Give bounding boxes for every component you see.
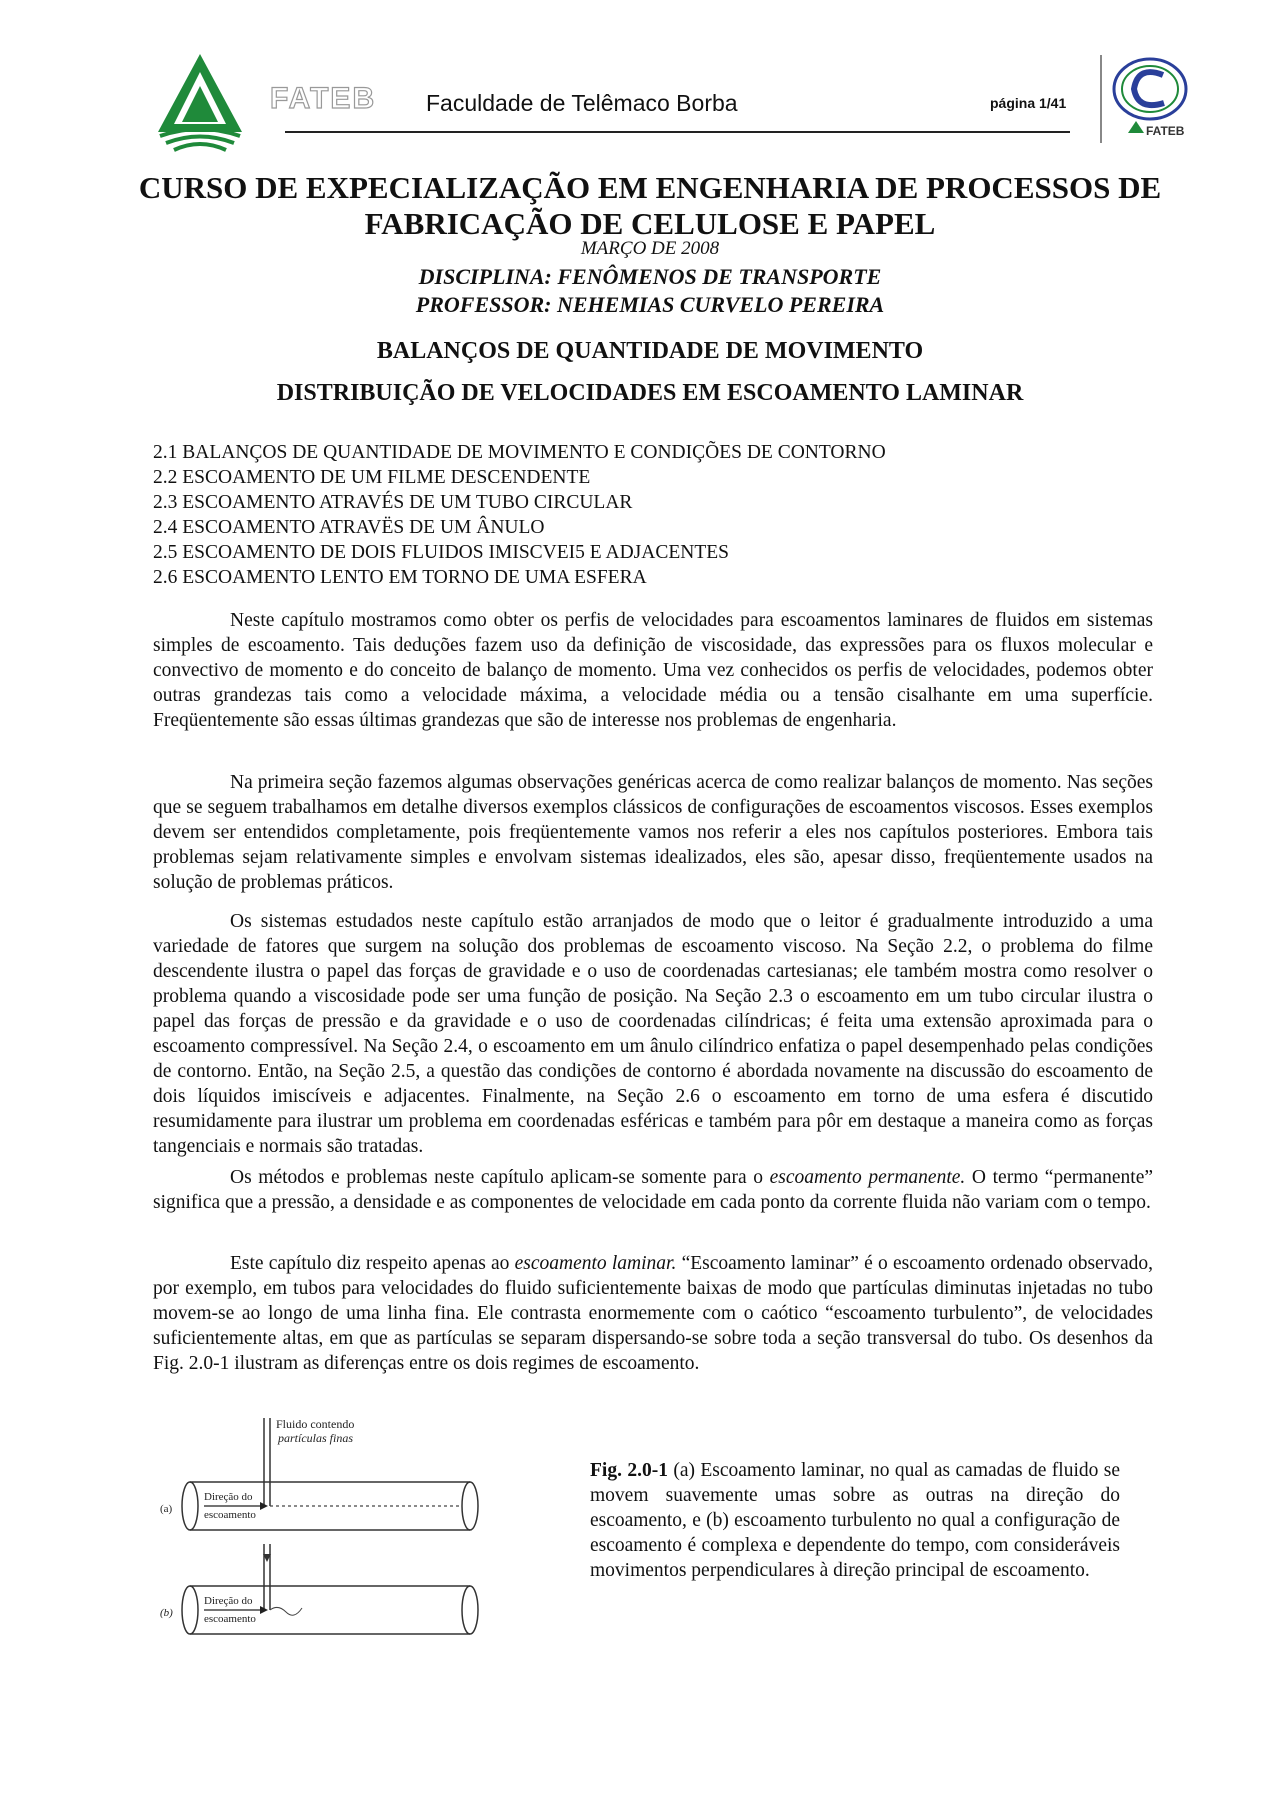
inlet-label-line1: Fluido contendo xyxy=(276,1418,355,1431)
body-paragraph: Na primeira seção fazemos algumas observações genéricas acerca de como realizar balanços de momento. Nas seções que se seguem trabalhamos em detalhe diversos exemplos clássicos de configurações de escoamentos viscosos. Esses exemplos devem ser entendidos completamente, pois freqüentemente vamos nos referir a eles nos capítulos posteriores. Embora tais problemas sejam relativamente simples e envolvam sistemas idealizados, eles são, apesar disso, freqüentemente usados na solução de problemas práticos. xyxy=(153,772,1153,893)
paragraph-text: O termo “permanente” significa que a pressão, a densidade e as componentes de velocidade em cada ponto da corrente fluida não variam com o tempo. xyxy=(153,1167,1154,1213)
direction-label-a-line2: escoamento xyxy=(204,1509,256,1521)
course-title-line1: CURSO DE EXPECIALIZAÇÃO EM ENGENHARIA DE PROCESSOS DE xyxy=(138,170,1162,205)
fateb-seal-logo-icon xyxy=(1108,55,1192,141)
direction-label-b-line2: escoamento xyxy=(204,1613,256,1625)
toc-item: 2.6 ESCOAMENTO LENTO EM TORNO DE UMA ESFERA xyxy=(153,567,647,588)
discipline: DISCIPLINA: FENÔMENOS DE TRANSPORTE xyxy=(418,264,882,289)
paragraph-text: “Escoamento laminar” é o escoamento ordenado observado, por exemplo, em tubos para velocidades do fluido suficientemente baixas de modo que partículas diminutas injetadas no tubo movem-se ao longo de uma linha fina. Ele contrasta enormemente com o caótico “escoamento turbulento”, de velocidades suficientemente altas, em que as partículas se separam dispersando-se sobre toda a seção transversal do tubo. Os desenhos da Fig. 2.0-1 ilustram as diferenças entre os dois regimes de escoamento. xyxy=(153,1253,1153,1374)
section-heading-2: DISTRIBUIÇÃO DE VELOCIDADES EM ESCOAMENTO LAMINAR xyxy=(276,380,1024,406)
body-paragraph xyxy=(153,1251,1153,1376)
professor: PROFESSOR: NEHEMIAS CURVELO PEREIRA xyxy=(415,292,885,317)
figure-caption-label: Fig. 2.0-1 xyxy=(590,1460,668,1481)
inlet-label-line2: partículas finas xyxy=(278,1431,354,1445)
header-divider xyxy=(285,131,1070,133)
body-paragraph: Os sistemas estudados neste capítulo estão arranjados de modo que o leitor é gradualmente introduzido a uma variedade de fatores que surgem na solução dos problemas de escoamento viscoso. Na Seção 2.2, o problema do filme descendente ilustra o papel das forças de gravidade e o uso de coordenadas cartesianas; ele também mostra como resolver o problema quando a viscosidade pode ser uma função de posição. Na Seção 2.3 o escoamento em um tubo circular ilustra o papel das forças de pressão e da gravidade e o uso de coordenadas cilíndricas; é feita uma extensão aproximada para o escoamento compressível. Na Seção 2.4, o escoamento em um ânulo cilíndrico enfatiza o papel desempenhado pelas condições de contorno. Então, na Seção 2.5, a questão das condições de contorno é abordada novamente na discussão do escoamento de dois líquidos imiscíveis e adjacentes. Finalmente, na Seção 2.6 o escoamento em torno de uma esfera é discutido resumidamente para ilustrar um problema em coordenadas esféricas e também para pôr em destaque a maneira como as forças tangenciais e normais são tratadas. xyxy=(153,911,1153,1157)
page-number: página 1/41 xyxy=(990,95,1067,111)
body-paragraph xyxy=(153,1165,1153,1215)
table-of-contents xyxy=(153,440,886,590)
label-b: (b) xyxy=(160,1607,173,1619)
section-heading-1: BALANÇOS DE QUANTIDADE DE MOVIMENTO xyxy=(376,338,924,364)
toc-item: 2.1 BALANÇOS DE QUANTIDADE DE MOVIMENTO E CONDIÇÕES DE CONTORNO xyxy=(153,442,886,463)
direction-label-a-line1: Direção do xyxy=(204,1491,253,1503)
emphasis-text: escoamento permanente. xyxy=(769,1167,966,1188)
paragraph-text: Os métodos e problemas neste capítulo aplicam-se somente para o xyxy=(230,1167,770,1188)
header-vertical-divider xyxy=(1100,55,1102,143)
paragraph-text: Este capítulo diz respeito apenas ao xyxy=(230,1253,515,1274)
seal-wordmark: FATEB xyxy=(1146,124,1185,138)
course-date: MARÇO DE 2008 xyxy=(580,238,720,259)
toc-item: 2.2 ESCOAMENTO DE UM FILME DESCENDENTE xyxy=(153,467,591,488)
label-a: (a) xyxy=(160,1503,173,1515)
figure-caption xyxy=(590,1458,1120,1583)
flow-regime-figure xyxy=(160,1418,500,1658)
brand-wordmark: FATEB xyxy=(270,82,377,115)
institution-name: Faculdade de Telêmaco Borba xyxy=(426,90,738,116)
emphasis-text: escoamento laminar. xyxy=(514,1253,677,1274)
direction-label-b-line1: Direção do xyxy=(204,1595,253,1607)
toc-item: 2.3 ESCOAMENTO ATRAVÉS DE UM TUBO CIRCULAR xyxy=(153,492,633,513)
toc-item: 2.4 ESCOAMENTO ATRAVËS DE UM ÂNULO xyxy=(153,517,545,538)
course-title-line2: FABRICAÇÃO DE CELULOSE E PAPEL xyxy=(364,206,936,241)
figure-caption-text: (a) Escoamento laminar, no qual as camadas de fluido se movem suavemente umas sobre as outras na direção do escoamento, e (b) escoamento turbulento no qual a configuração de escoamento é complexa e dependente do tempo, com consideráveis movimentos perpendiculares à direção principal de escoamento. xyxy=(590,1460,1120,1581)
fateb-tree-logo-icon xyxy=(150,52,250,152)
body-paragraph: Neste capítulo mostramos como obter os perfis de velocidades para escoamentos laminares de fluidos em sistemas simples de escoamento. Tais deduções fazem uso da definição de viscosidade, das expressões para os fluxos molecular e convectivo de momento e do conceito de balanço de momento. Uma vez conhecidos os perfis de velocidades, podemos obter outras grandezas tais como a velocidade máxima, a velocidade média ou a tensão cisalhante em uma superfície. Freqüentemente são essas últimas grandezas que são de interesse nos problemas de engenharia. xyxy=(153,610,1153,731)
toc-item: 2.5 ESCOAMENTO DE DOIS FLUIDOS IMISCVEI5 E ADJACENTES xyxy=(153,542,729,563)
